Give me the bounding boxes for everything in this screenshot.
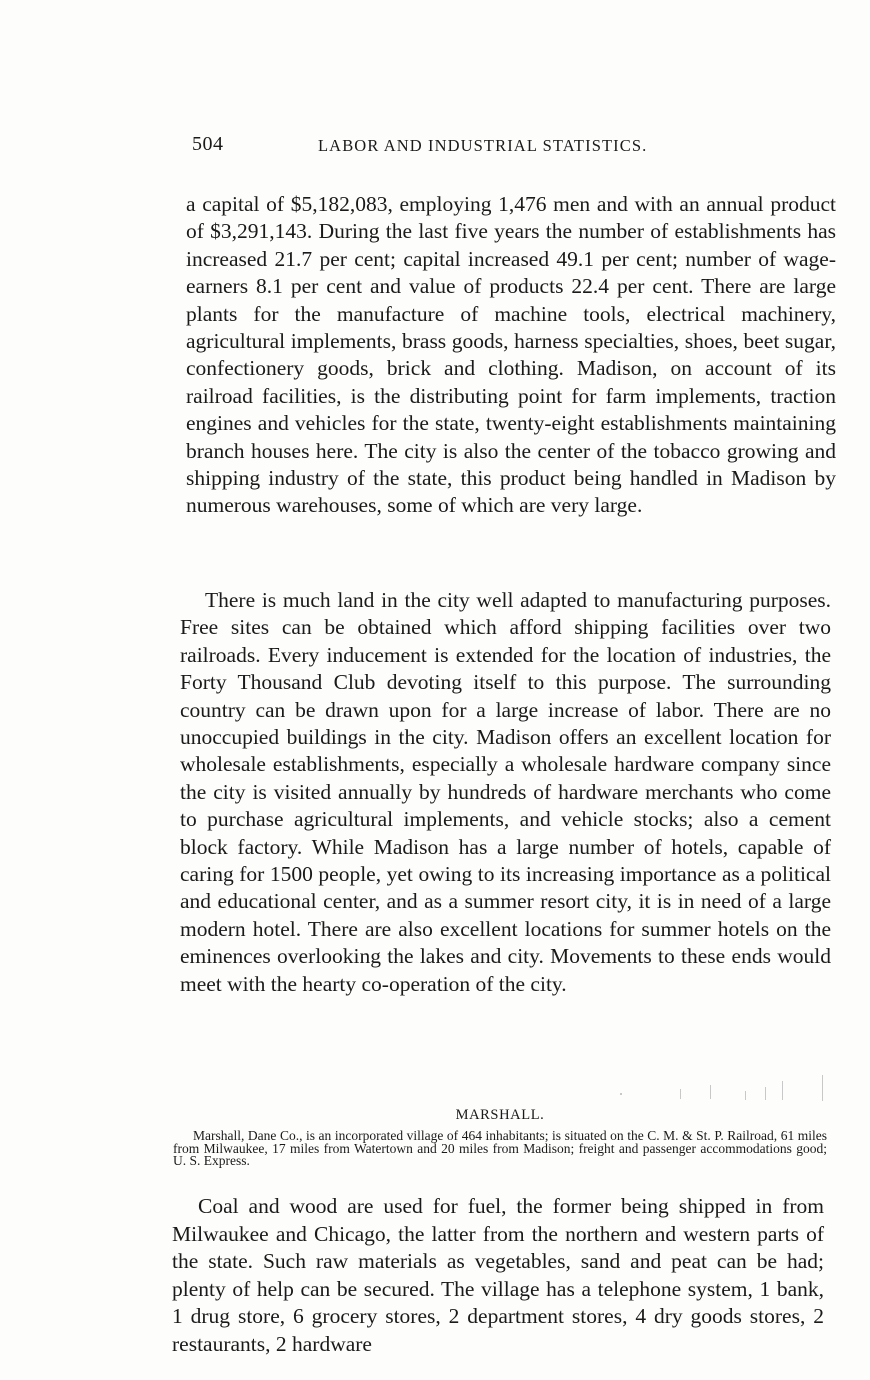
village-summary: Marshall, Dane Co., is an incorporated village of 464 inhabitants; is situated on the C. M. & St. P. Railroad, 61 miles from Milwaukee, 17 miles from Watertown and 20 miles from Madison; freight and passenger accommodations good; U. S. Express. bbox=[173, 1128, 827, 1168]
body-paragraph: Coal and wood are used for fuel, the former being shipped in from Milwaukee and Chicago, the latter from the northern and western parts of the state. Such raw materials as vegetables, sand and peat can be had; plenty of help can be secured. The village has a telephone system, 1 bank, 1 drug store, 6 grocery stores, 2 department stores, 4 dry goods stores, 2 restaurants, 2 hardware bbox=[172, 1194, 824, 1356]
page-header bbox=[192, 133, 722, 163]
body-paragraph: There is much land in the city well adapted to manufacturing purposes. Free sites can be obtained which afford shipping facilities over two railroads. Every inducement is extended for the location of industries, the Forty Thousand Club devoting itself to this purpose. The surrounding country can be drawn upon for a large increase of labor. There are no unoccupied buildings in the city. Madison offers an excellent location for wholesale establishments, especially a wholesale hardware company since the city is visited annually by hundreds of hardware merchants who come to purchase agricultural implements, and vehicle stocks; also a cement block factory. While Madison has a large number of hotels, capable of caring for 1500 people, yet owing to its increasing importance as a political and educational center, and as a summer resort city, it is in need of a large modern hotel. There are also excellent locations for summer hotels on the eminences overlooking the lakes and city. Movements to these ends would meet with the hearty co-operation of the city. bbox=[180, 588, 831, 996]
running-title: LABOR AND INDUSTRIAL STATISTICS. bbox=[318, 136, 648, 155]
section-title: MARSHALL. bbox=[455, 1107, 545, 1123]
body-paragraph: a capital of $5,182,083, employing 1,476 men and with an annual product of $3,291,143. During the last five years the number of establishments has increased 21.7 per cent; capital increased 49.1 per cent; number of wage-earners 8.1 per cent and value of products 22.4 per cent. There are large plants for the manufacture of machine tools, electrical machinery, agricultural implements, brass goods, harness specialties, shoes, beet sugar, confectionery goods, brick and clothing. Madison, on account of its railroad facilities, is the distributing point for farm implements, traction engines and vehicles for the state, twenty-eight establishments maintaining branch houses here. The city is also the center of the tobacco growing and shipping industry of the state, this product being handled in Madison by numerous warehouses, some of which are very large. bbox=[186, 192, 836, 518]
print-specks bbox=[560, 1075, 830, 1103]
page-number: 504 bbox=[192, 133, 224, 155]
